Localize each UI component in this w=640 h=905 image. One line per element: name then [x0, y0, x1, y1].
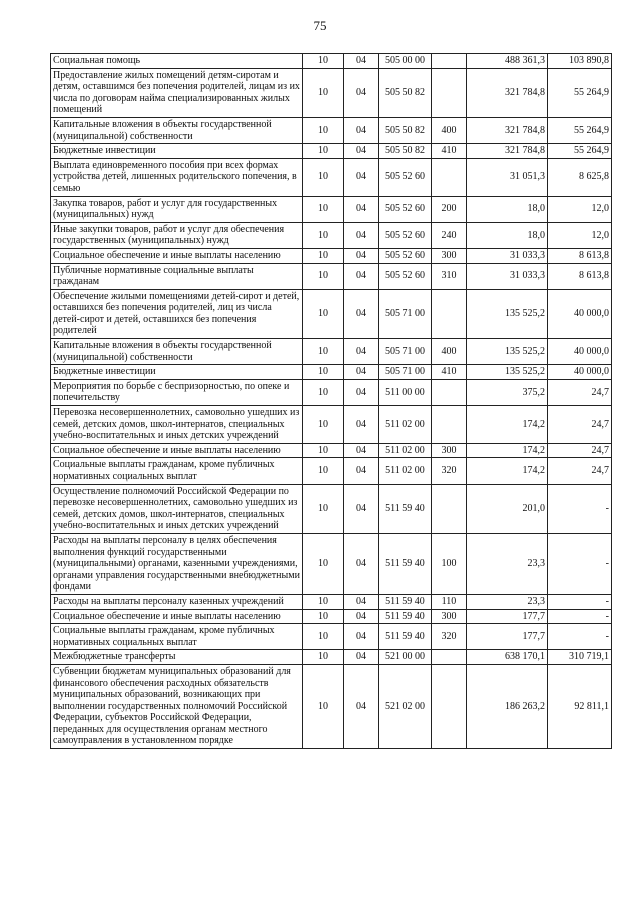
amount-cell-1: 135 525,2: [467, 289, 548, 338]
table-row: [51, 609, 612, 624]
target-article-code: 521 02 00: [379, 664, 432, 748]
target-article-code: 505 52 60: [379, 158, 432, 196]
section-code: 10: [303, 222, 344, 248]
target-article-code: 511 00 00: [379, 379, 432, 405]
amount-cell-1: 18,0: [467, 222, 548, 248]
subsection-code: 04: [344, 158, 379, 196]
row-name: Обеспечение жилыми помещениями детей-сирот и детей, оставшихся без попечения родителей, лиц из числа детей-сирот и детей, оставшихся без попечения родителей: [51, 289, 303, 338]
section-code: 10: [303, 144, 344, 159]
target-article-code: 505 71 00: [379, 365, 432, 380]
table-row: [51, 196, 612, 222]
row-name: Предоставление жилых помещений детям-сиротам и детям, оставшимся без попечения родителей, лицам из их числа по договорам найма специализированных жилых помещений: [51, 68, 303, 117]
subsection-code: 04: [344, 458, 379, 484]
table-row: [51, 68, 612, 117]
subsection-code: 04: [344, 54, 379, 69]
subsection-code: 04: [344, 664, 379, 748]
table-row: [51, 222, 612, 248]
target-article-code: 511 59 40: [379, 594, 432, 609]
subsection-code: 04: [344, 406, 379, 444]
row-name: Капитальные вложения в объекты государственной (муниципальной) собственности: [51, 339, 303, 365]
amount-cell-2: 24,7: [548, 379, 612, 405]
subsection-code: 04: [344, 117, 379, 143]
expense-type-code: [432, 158, 467, 196]
amount-cell-2: 103 890,8: [548, 54, 612, 69]
amount-cell-1: 31 033,3: [467, 263, 548, 289]
amount-cell-2: 310 719,1: [548, 650, 612, 665]
amount-cell-2: 12,0: [548, 196, 612, 222]
subsection-code: 04: [344, 196, 379, 222]
subsection-code: 04: [344, 68, 379, 117]
section-code: 10: [303, 609, 344, 624]
amount-cell-2: 55 264,9: [548, 68, 612, 117]
row-name: Социальные выплаты гражданам, кроме публичных нормативных социальных выплат: [51, 458, 303, 484]
target-article-code: 505 00 00: [379, 54, 432, 69]
amount-cell-2: 92 811,1: [548, 664, 612, 748]
target-article-code: 505 71 00: [379, 339, 432, 365]
section-code: 10: [303, 484, 344, 533]
section-code: 10: [303, 379, 344, 405]
table-row: [51, 365, 612, 380]
expense-type-code: [432, 664, 467, 748]
table-row: [51, 117, 612, 143]
amount-cell-2: -: [548, 484, 612, 533]
amount-cell-1: 201,0: [467, 484, 548, 533]
table-row: [51, 248, 612, 263]
row-name: Иные закупки товаров, работ и услуг для обеспечения государственных (муниципальных) нужд: [51, 222, 303, 248]
section-code: 10: [303, 458, 344, 484]
target-article-code: 511 59 40: [379, 533, 432, 594]
expense-type-code: 310: [432, 263, 467, 289]
amount-cell-2: 40 000,0: [548, 289, 612, 338]
target-article-code: 511 02 00: [379, 458, 432, 484]
row-name: Социальное обеспечение и иные выплаты населению: [51, 443, 303, 458]
row-name: Субвенции бюджетам муниципальных образований для финансового обеспечения расходных обязательств муниципальных образований, возникающих при выполнении государственных полномочий Российской Федерации, субъектов Российской Федерации, переданных для осуществления органам местного самоуправления в установленном порядке: [51, 664, 303, 748]
section-code: 10: [303, 406, 344, 444]
table-row: [51, 158, 612, 196]
amount-cell-1: 174,2: [467, 443, 548, 458]
subsection-code: 04: [344, 339, 379, 365]
target-article-code: 505 50 82: [379, 117, 432, 143]
expense-type-code: 320: [432, 458, 467, 484]
amount-cell-1: 321 784,8: [467, 144, 548, 159]
target-article-code: 511 59 40: [379, 624, 432, 650]
subsection-code: 04: [344, 365, 379, 380]
expense-type-code: [432, 379, 467, 405]
expense-type-code: 400: [432, 339, 467, 365]
amount-cell-1: 177,7: [467, 624, 548, 650]
row-name: Закупка товаров, работ и услуг для государственных (муниципальных) нужд: [51, 196, 303, 222]
expense-type-code: [432, 68, 467, 117]
amount-cell-2: 55 264,9: [548, 144, 612, 159]
section-code: 10: [303, 365, 344, 380]
expense-type-code: 300: [432, 443, 467, 458]
amount-cell-1: 177,7: [467, 609, 548, 624]
table-row: [51, 263, 612, 289]
amount-cell-1: 18,0: [467, 196, 548, 222]
page-number: 75: [313, 18, 327, 33]
table-row: [51, 484, 612, 533]
expense-type-code: [432, 54, 467, 69]
amount-cell-1: 375,2: [467, 379, 548, 405]
amount-cell-2: 24,7: [548, 406, 612, 444]
expense-type-code: 300: [432, 609, 467, 624]
section-code: 10: [303, 117, 344, 143]
subsection-code: 04: [344, 248, 379, 263]
amount-cell-2: -: [548, 624, 612, 650]
target-article-code: 505 71 00: [379, 289, 432, 338]
row-name: Социальное обеспечение и иные выплаты населению: [51, 609, 303, 624]
table-row: [51, 624, 612, 650]
amount-cell-1: 135 525,2: [467, 339, 548, 365]
table-row: [51, 458, 612, 484]
amount-cell-1: 31 033,3: [467, 248, 548, 263]
amount-cell-2: 8 625,8: [548, 158, 612, 196]
target-article-code: 521 00 00: [379, 650, 432, 665]
table-row: [51, 339, 612, 365]
expense-type-code: 400: [432, 117, 467, 143]
section-code: 10: [303, 289, 344, 338]
row-name: Осуществление полномочий Российской Федерации по перевозке несовершеннолетних, самовольно ушедших из семей, детских домов, школ-интернатов, специальных учебно-воспитательных и иных детских учреждений: [51, 484, 303, 533]
section-code: 10: [303, 664, 344, 748]
table-row: [51, 664, 612, 748]
row-name: Социальные выплаты гражданам, кроме публичных нормативных социальных выплат: [51, 624, 303, 650]
row-name: Перевозка несовершеннолетних, самовольно ушедших из семей, детских домов, школ-интернатов, специальных учебно-воспитательных и иных детских учреждений: [51, 406, 303, 444]
subsection-code: 04: [344, 484, 379, 533]
section-code: 10: [303, 248, 344, 263]
amount-cell-2: 24,7: [548, 458, 612, 484]
expense-type-code: 410: [432, 365, 467, 380]
amount-cell-2: 8 613,8: [548, 248, 612, 263]
row-name: Расходы на выплаты персоналу в целях обеспечения выполнения функций государственными (муниципальными) органами, казенными учреждениями, органами управления государственными внебюджетными фондами: [51, 533, 303, 594]
amount-cell-2: 8 613,8: [548, 263, 612, 289]
amount-cell-2: 24,7: [548, 443, 612, 458]
target-article-code: 505 52 60: [379, 196, 432, 222]
section-code: 10: [303, 533, 344, 594]
row-name: Межбюджетные трансферты: [51, 650, 303, 665]
section-code: 10: [303, 158, 344, 196]
amount-cell-2: -: [548, 609, 612, 624]
amount-cell-2: 40 000,0: [548, 365, 612, 380]
amount-cell-1: 135 525,2: [467, 365, 548, 380]
subsection-code: 04: [344, 144, 379, 159]
table-row: [51, 379, 612, 405]
section-code: 10: [303, 263, 344, 289]
row-name: Выплата единовременного пособия при всех формах устройства детей, лишенных родительского попечения, в семью: [51, 158, 303, 196]
row-name: Социальная помощь: [51, 54, 303, 69]
amount-cell-1: 174,2: [467, 458, 548, 484]
subsection-code: 04: [344, 533, 379, 594]
subsection-code: 04: [344, 594, 379, 609]
table-row: [51, 144, 612, 159]
budget-table: [50, 53, 612, 749]
amount-cell-1: 186 263,2: [467, 664, 548, 748]
section-code: 10: [303, 54, 344, 69]
expense-type-code: 300: [432, 248, 467, 263]
amount-cell-1: 321 784,8: [467, 117, 548, 143]
subsection-code: 04: [344, 263, 379, 289]
target-article-code: 511 59 40: [379, 609, 432, 624]
target-article-code: 505 50 82: [379, 68, 432, 117]
section-code: 10: [303, 650, 344, 665]
table-row: [51, 289, 612, 338]
target-article-code: 505 52 60: [379, 263, 432, 289]
target-article-code: 511 02 00: [379, 406, 432, 444]
amount-cell-2: 40 000,0: [548, 339, 612, 365]
amount-cell-1: 23,3: [467, 533, 548, 594]
amount-cell-1: 321 784,8: [467, 68, 548, 117]
target-article-code: 505 50 82: [379, 144, 432, 159]
row-name: Публичные нормативные социальные выплаты гражданам: [51, 263, 303, 289]
expense-type-code: [432, 650, 467, 665]
subsection-code: 04: [344, 624, 379, 650]
row-name: Капитальные вложения в объекты государственной (муниципальной) собственности: [51, 117, 303, 143]
table-row: [51, 594, 612, 609]
table-row: [51, 443, 612, 458]
amount-cell-1: 31 051,3: [467, 158, 548, 196]
section-code: 10: [303, 594, 344, 609]
row-name: Социальное обеспечение и иные выплаты населению: [51, 248, 303, 263]
row-name: Мероприятия по борьбе с беспризорностью, по опеке и попечительству: [51, 379, 303, 405]
section-code: 10: [303, 624, 344, 650]
expense-type-code: 410: [432, 144, 467, 159]
subsection-code: 04: [344, 222, 379, 248]
amount-cell-2: -: [548, 533, 612, 594]
subsection-code: 04: [344, 443, 379, 458]
amount-cell-1: 488 361,3: [467, 54, 548, 69]
amount-cell-2: 12,0: [548, 222, 612, 248]
target-article-code: 505 52 60: [379, 248, 432, 263]
subsection-code: 04: [344, 289, 379, 338]
subsection-code: 04: [344, 379, 379, 405]
table-row: [51, 406, 612, 444]
section-code: 10: [303, 196, 344, 222]
section-code: 10: [303, 339, 344, 365]
table-row: [51, 533, 612, 594]
amount-cell-2: -: [548, 594, 612, 609]
target-article-code: 505 52 60: [379, 222, 432, 248]
table-row: [51, 54, 612, 69]
amount-cell-2: 55 264,9: [548, 117, 612, 143]
amount-cell-1: 638 170,1: [467, 650, 548, 665]
section-code: 10: [303, 443, 344, 458]
expense-type-code: 110: [432, 594, 467, 609]
table-row: [51, 650, 612, 665]
expense-type-code: [432, 406, 467, 444]
expense-type-code: [432, 484, 467, 533]
row-name: Расходы на выплаты персоналу казенных учреждений: [51, 594, 303, 609]
expense-type-code: 320: [432, 624, 467, 650]
target-article-code: 511 59 40: [379, 484, 432, 533]
expense-type-code: [432, 289, 467, 338]
expense-type-code: 200: [432, 196, 467, 222]
section-code: 10: [303, 68, 344, 117]
subsection-code: 04: [344, 609, 379, 624]
expense-type-code: 100: [432, 533, 467, 594]
subsection-code: 04: [344, 650, 379, 665]
row-name: Бюджетные инвестиции: [51, 144, 303, 159]
amount-cell-1: 23,3: [467, 594, 548, 609]
expense-type-code: 240: [432, 222, 467, 248]
row-name: Бюджетные инвестиции: [51, 365, 303, 380]
amount-cell-1: 174,2: [467, 406, 548, 444]
target-article-code: 511 02 00: [379, 443, 432, 458]
